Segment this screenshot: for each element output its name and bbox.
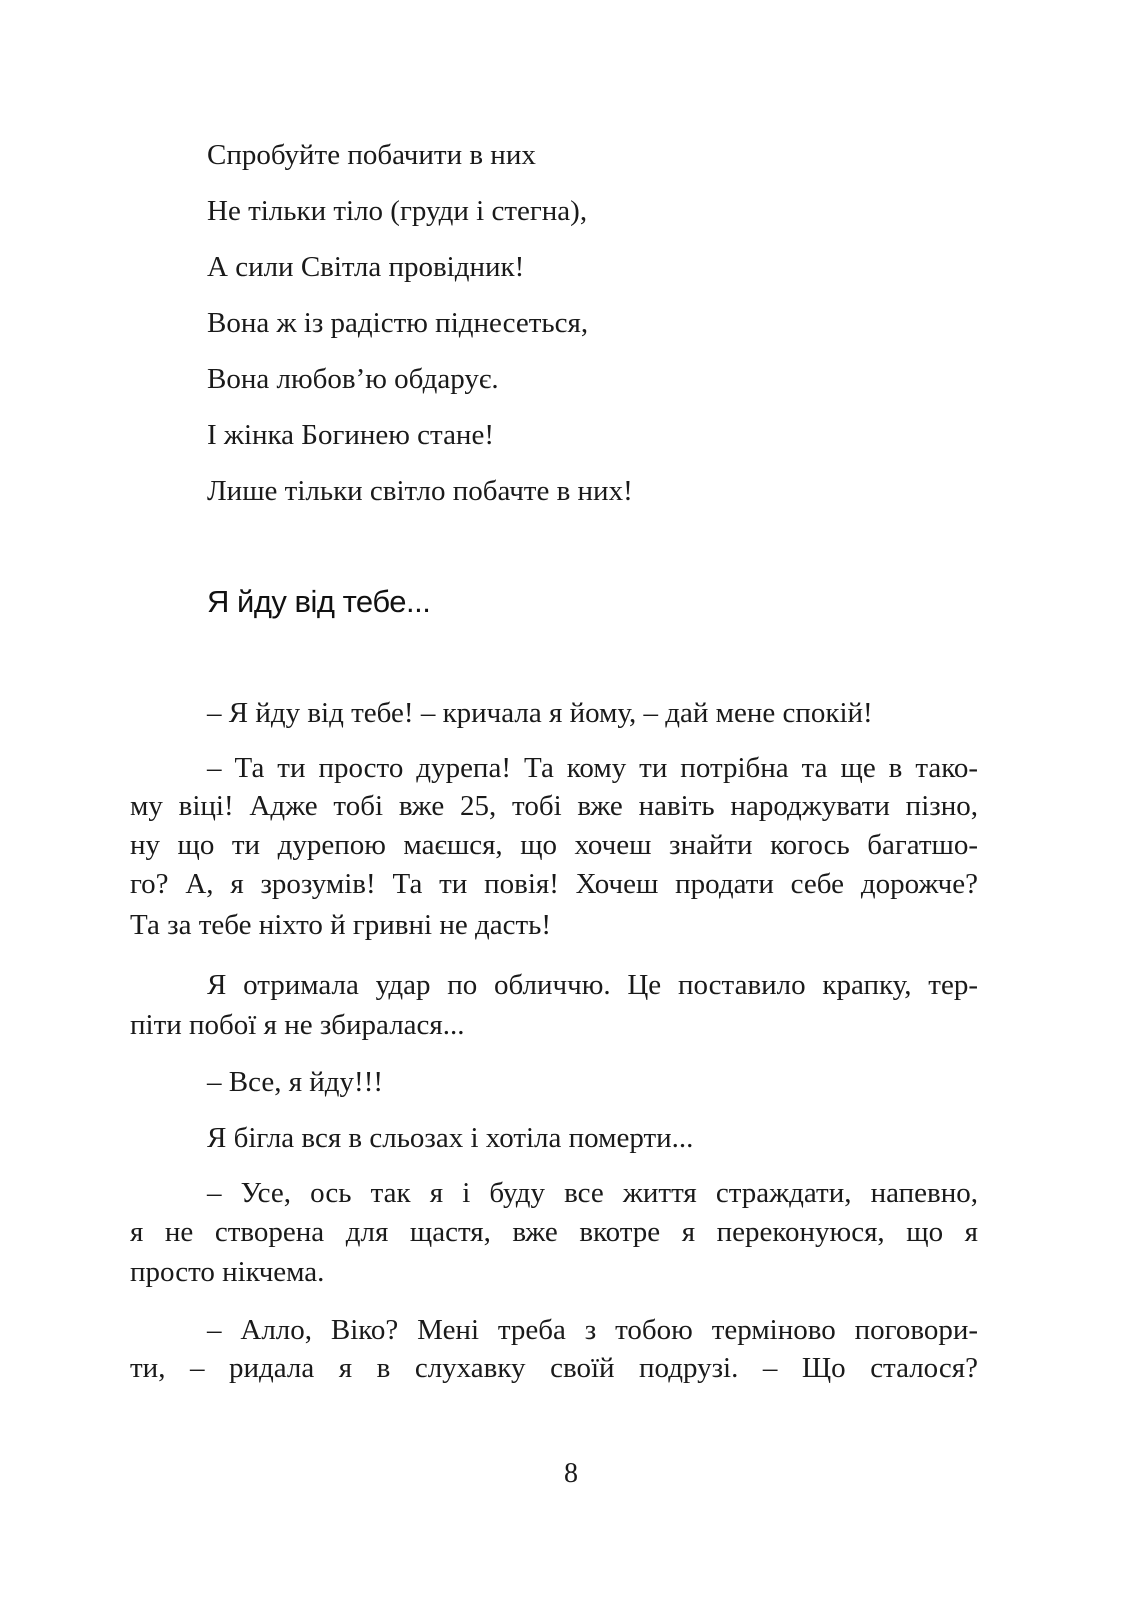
page-number: 8 [564,1458,578,1489]
poem-line: Не тільки тіло (груди і стегна), [207,195,588,227]
prose-line: Я бігла вся в сльозах і хотіла померти... [207,1122,694,1154]
poem-line: Вона ж із радістю піднесеться, [207,307,589,339]
prose-line: Та за тебе ніхто й гривні не дасть! [130,909,552,941]
poem-line: І жінка Богинею стане! [207,419,494,451]
poem-line: А сили Світла провідник! [207,251,525,283]
poem-line: Лише тільки світло побачте в них! [207,475,633,507]
prose-line: – Все, я йду!!! [207,1066,384,1098]
prose-line: піти побої я не збиралася... [130,1009,465,1041]
prose-line: – Усе, ось так я і буду все життя страждати, напевно, [207,1177,978,1209]
prose-line: я не створена для щастя, вже вкотре я переконуюся, що я [130,1216,978,1248]
prose-line: – Та ти просто дурепа! Та кому ти потрібна та ще в тако- [207,752,978,784]
prose-line: ти, – ридала я в слухавку своїй подрузі. – Що сталося? [130,1352,978,1384]
prose-line: му віці! Адже тобі вже 25, тобі вже навіть народжувати пізно, [130,790,978,822]
poem-line: Вона любов’ю обдарує. [207,363,499,395]
prose-line: – Алло, Віко? Мені треба з тобою терміново поговори- [207,1314,978,1346]
prose-line: го? А, я зрозумів! Та ти повія! Хочеш продати себе дорожче? [130,868,978,900]
prose-line: Я отримала удар по обличчю. Це поставило крапку, тер- [207,969,978,1001]
prose-line: просто нікчема. [130,1256,325,1288]
section-heading: Я йду від тебе... [207,584,431,619]
poem-line: Спробуйте побачити в них [207,139,536,171]
prose-line: – Я йду від тебе! – кричала я йому, – дай мене спокій! [207,697,873,729]
prose-line: ну що ти дурепою маєшся, що хочеш знайти когось багатшо- [130,829,978,861]
